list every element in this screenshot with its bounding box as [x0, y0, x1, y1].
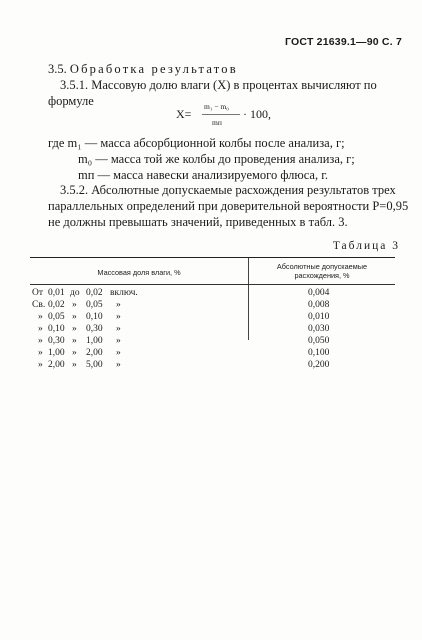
value-cell: 0,004	[308, 288, 330, 298]
where-line-3	[78, 168, 328, 183]
value-cell: 0,030	[308, 324, 330, 334]
where-text: — масса навески анализируемого флюса, г.	[97, 168, 329, 182]
value-cell: 0,200	[308, 360, 330, 370]
value-cell: 0,100	[308, 348, 330, 358]
para-3-5-2-line1: 3.5.2. Абсолютные допускаемые расхождения результатов трех	[60, 183, 396, 197]
page-header: ГОСТ 21639.1—90 С. 7	[285, 36, 402, 48]
where-text: — масса абсорбционной колбы после анализа, г;	[84, 136, 345, 150]
formula-numerator: m₁ − m₀	[204, 102, 229, 111]
formula-multiplier: · 100,	[243, 107, 271, 121]
formula-denominator: mп	[212, 118, 222, 127]
col1-header: Массовая доля влаги, %	[97, 268, 181, 277]
value-cell: 0,050	[308, 336, 330, 346]
where-line-2	[78, 152, 355, 167]
table-header-rule	[30, 284, 395, 285]
value-cell: 0,010	[308, 312, 330, 322]
where-sym: m₀	[78, 152, 93, 166]
where-text: — масса той же колбы до проведения анализа, г;	[95, 152, 355, 166]
where-sym: где m₁	[48, 136, 82, 150]
col2-header-line2: расхождения, %	[294, 271, 350, 280]
para-3-5-2-line2: параллельных определений при доверительной вероятности P=0,95	[48, 199, 409, 213]
section-number: 3.5.	[48, 62, 67, 76]
section-title	[48, 62, 238, 77]
section-title-text: Обработка результатов	[69, 62, 238, 76]
para-3-5-1-line1: 3.5.1. Массовую долю влаги (X) в процентах вычисляют по	[60, 78, 377, 92]
col2-header-line1: Абсолютные допускаемые	[276, 262, 368, 271]
where-sym: mп	[78, 168, 95, 182]
formula-fraction-bar	[202, 114, 240, 115]
para-3-5-2-line3: не должны превышать значений, приведенных в табл. 3.	[48, 215, 348, 229]
value-cell: 0,008	[308, 300, 330, 310]
where-line-1	[48, 136, 345, 151]
table-title: Таблица 3	[332, 240, 400, 252]
para-3-5-1-line2: формуле	[48, 94, 94, 108]
table-top-rule	[30, 257, 395, 258]
formula-lhs: X=	[176, 107, 192, 121]
